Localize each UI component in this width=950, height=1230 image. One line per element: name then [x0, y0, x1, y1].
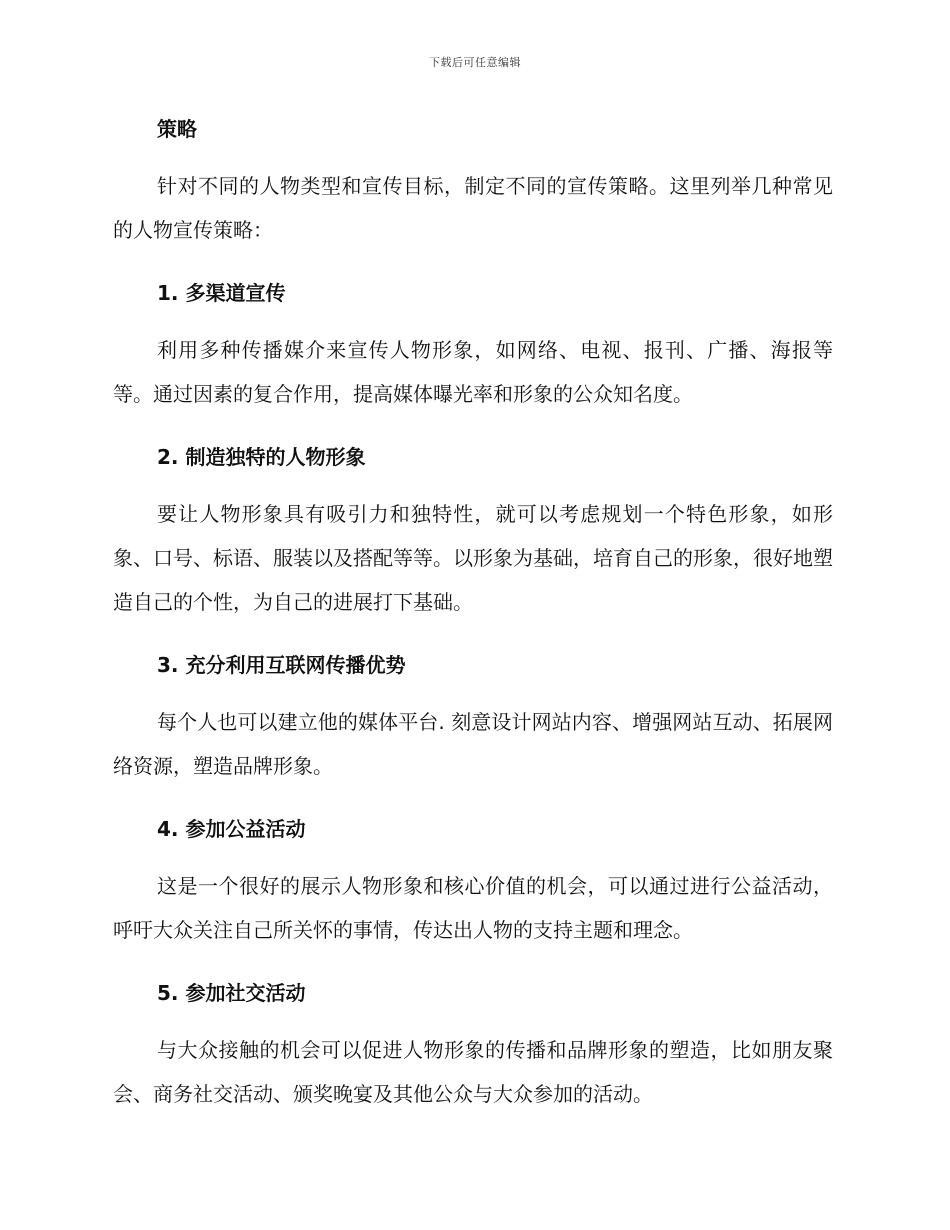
document-content: [113, 112, 833, 1116]
section-paragraph: 利用多种传播媒介来宣传人物形象，如网络、电视、报刊、广播、海报等等。通过因素的复合作用，提高媒体曝光率和形象的公众知名度。: [113, 338, 833, 406]
section-heading: 2. 制造独特的人物形象: [157, 445, 366, 469]
section-heading: 1. 多渠道宣传: [157, 281, 286, 305]
intro-paragraph: 针对不同的人物类型和宣传目标，制定不同的宣传策略。这里列举几种常见的人物宣传策略：: [113, 174, 833, 242]
section-heading: 5. 参加社交活动: [157, 981, 306, 1005]
document-title: 策略: [157, 117, 197, 141]
section-heading: 3. 充分利用互联网传播优势: [157, 653, 406, 677]
header-note: 下载后可任意编辑: [429, 56, 521, 69]
section-paragraph: 与大众接触的机会可以促进人物形象的传播和品牌形象的塑造，比如朋友聚会、商务社交活动、颁奖晚宴及其他公众与大众参加的活动。: [113, 1038, 833, 1106]
section-paragraph: 这是一个很好的展示人物形象和核心价值的机会，可以通过进行公益活动，呼吁大众关注自己所关怀的事情，传达出人物的支持主题和理念。: [113, 874, 833, 942]
section-heading: 4. 参加公益活动: [157, 817, 306, 841]
section-paragraph: 要让人物形象具有吸引力和独特性，就可以考虑规划一个特色形象，如形象、口号、标语、服装以及搭配等等。以形象为基础，培育自己的形象，很好地塑造自己的个性，为自己的进展打下基础。: [113, 502, 833, 614]
section-paragraph: 每个人也可以建立他的媒体平台. 刻意设计网站内容、增强网站互动、拓展网络资源，塑造品牌形象。: [113, 710, 833, 778]
